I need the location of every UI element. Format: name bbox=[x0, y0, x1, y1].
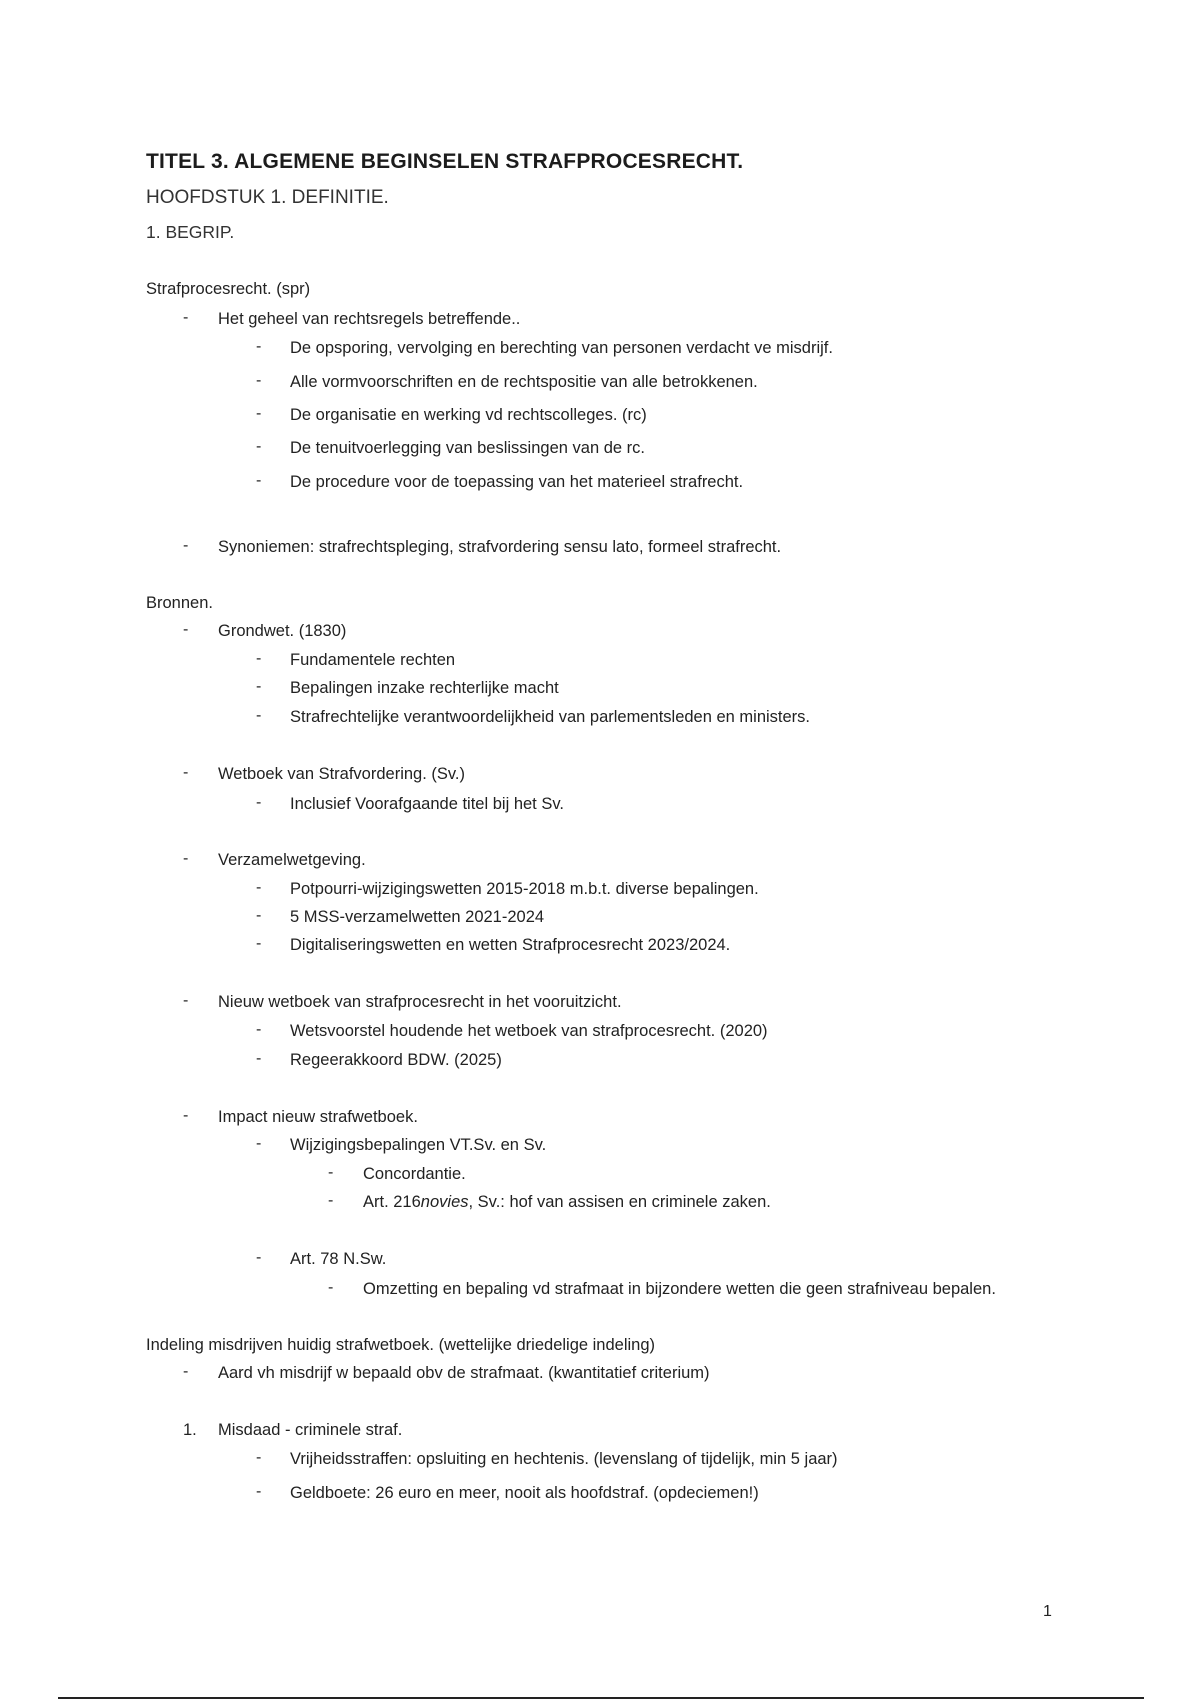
bullet-dash: - bbox=[256, 1021, 262, 1038]
spr-heading: Strafprocesrecht. (spr) bbox=[146, 280, 311, 298]
bullet-dash: - bbox=[256, 372, 262, 389]
list-item: Wijzigingsbepalingen VT.Sv. en Sv. bbox=[290, 1136, 547, 1154]
list-item: Nieuw wetboek van strafprocesrecht in het vooruitzicht. bbox=[218, 993, 622, 1011]
bullet-dash: - bbox=[183, 992, 189, 1009]
bullet-dash: - bbox=[256, 1135, 262, 1152]
chapter-heading: HOOFDSTUK 1. DEFINITIE. bbox=[146, 187, 389, 208]
bullet-dash: - bbox=[256, 1483, 262, 1500]
bullet-dash: - bbox=[183, 621, 189, 638]
bullet-dash: - bbox=[256, 472, 262, 489]
bullet-dash: - bbox=[256, 438, 262, 455]
list-item: Regeerakkoord BDW. (2025) bbox=[290, 1051, 502, 1069]
bullet-dash: - bbox=[256, 650, 262, 667]
list-item: De procedure voor de toepassing van het materieel strafrecht. bbox=[290, 473, 744, 491]
bullet-dash: - bbox=[256, 405, 262, 422]
section-heading: 1. BEGRIP. bbox=[146, 222, 235, 242]
list-item: Het geheel van rechtsregels betreffende.. bbox=[218, 310, 521, 328]
bullet-dash: - bbox=[256, 879, 262, 896]
list-item: De organisatie en werking vd rechtscolleges. (rc) bbox=[290, 406, 647, 424]
bullet-dash: - bbox=[256, 707, 262, 724]
bullet-dash: - bbox=[183, 1363, 189, 1380]
list-item: Wetsvoorstel houdende het wetboek van strafprocesrecht. (2020) bbox=[290, 1022, 768, 1040]
list-item: Vrijheidsstraffen: opsluiting en hechtenis. (levenslang of tijdelijk, min 5 jaar) bbox=[290, 1450, 838, 1468]
page-number: 1 bbox=[1043, 1603, 1052, 1620]
list-item: Art. 78 N.Sw. bbox=[290, 1250, 387, 1268]
bronnen-heading: Bronnen. bbox=[146, 594, 213, 612]
bullet-dash: - bbox=[183, 309, 189, 326]
bullet-dash: - bbox=[183, 1107, 189, 1124]
list-item: Digitaliseringswetten en wetten Strafprocesrecht 2023/2024. bbox=[290, 936, 731, 954]
list-item: Bepalingen inzake rechterlijke macht bbox=[290, 679, 559, 697]
indeling-heading: Indeling misdrijven huidig strafwetboek. (wettelijke driedelige indeling) bbox=[146, 1336, 656, 1354]
list-item: Omzetting en bepaling vd strafmaat in bijzondere wetten die geen strafniveau bepalen. bbox=[363, 1280, 996, 1298]
list-item bbox=[363, 1192, 771, 1212]
article-number: Art. 216 bbox=[363, 1193, 421, 1211]
bullet-dash: - bbox=[328, 1164, 334, 1181]
article-suffix: novies bbox=[420, 1193, 469, 1211]
bullet-dash: - bbox=[256, 1249, 262, 1266]
bullet-dash: - bbox=[256, 338, 262, 355]
bullet-dash: - bbox=[256, 1449, 262, 1466]
bullet-dash: - bbox=[256, 1050, 262, 1067]
list-item: Impact nieuw strafwetboek. bbox=[218, 1108, 418, 1126]
list-item: Potpourri-wijzigingswetten 2015-2018 m.b.t. diverse bepalingen. bbox=[290, 880, 759, 898]
list-item: Inclusief Voorafgaande titel bij het Sv. bbox=[290, 795, 564, 813]
list-item: Grondwet. (1830) bbox=[218, 622, 347, 640]
list-item: Geldboete: 26 euro en meer, nooit als hoofdstraf. (opdeciemen!) bbox=[290, 1484, 759, 1502]
list-item: Strafrechtelijke verantwoordelijkheid van parlementsleden en ministers. bbox=[290, 708, 811, 726]
page-divider bbox=[58, 1697, 1144, 1699]
list-item: Aard vh misdrijf w bepaald obv de strafmaat. (kwantitatief criterium) bbox=[218, 1364, 710, 1382]
list-item: Wetboek van Strafvordering. (Sv.) bbox=[218, 765, 465, 783]
bullet-dash: - bbox=[256, 678, 262, 695]
bullet-dash: - bbox=[328, 1279, 334, 1296]
list-item: 5 MSS-verzamelwetten 2021-2024 bbox=[290, 908, 545, 926]
bullet-dash: - bbox=[256, 794, 262, 811]
bullet-dash: - bbox=[256, 935, 262, 952]
list-item: Misdaad - criminele straf. bbox=[218, 1421, 403, 1439]
list-item: Fundamentele rechten bbox=[290, 651, 456, 669]
article-description: , Sv.: hof van assisen en criminele zaken. bbox=[468, 1193, 771, 1211]
list-number: 1. bbox=[183, 1421, 197, 1439]
list-item: Alle vormvoorschriften en de rechtspositie van alle betrokkenen. bbox=[290, 373, 758, 391]
bullet-dash: - bbox=[328, 1192, 334, 1209]
list-item: De opsporing, vervolging en berechting van personen verdacht ve misdrijf. bbox=[290, 339, 833, 357]
list-item: Synoniemen: strafrechtspleging, strafvordering sensu lato, formeel strafrecht. bbox=[218, 538, 782, 556]
bullet-dash: - bbox=[183, 850, 189, 867]
list-item: Verzamelwetgeving. bbox=[218, 851, 366, 869]
bullet-dash: - bbox=[183, 764, 189, 781]
bullet-dash: - bbox=[183, 537, 189, 554]
bullet-dash: - bbox=[256, 907, 262, 924]
list-item: Concordantie. bbox=[363, 1165, 466, 1183]
list-item: De tenuitvoerlegging van beslissingen van de rc. bbox=[290, 439, 645, 457]
document-title: TITEL 3. ALGEMENE BEGINSELEN STRAFPROCESRECHT. bbox=[146, 150, 744, 173]
